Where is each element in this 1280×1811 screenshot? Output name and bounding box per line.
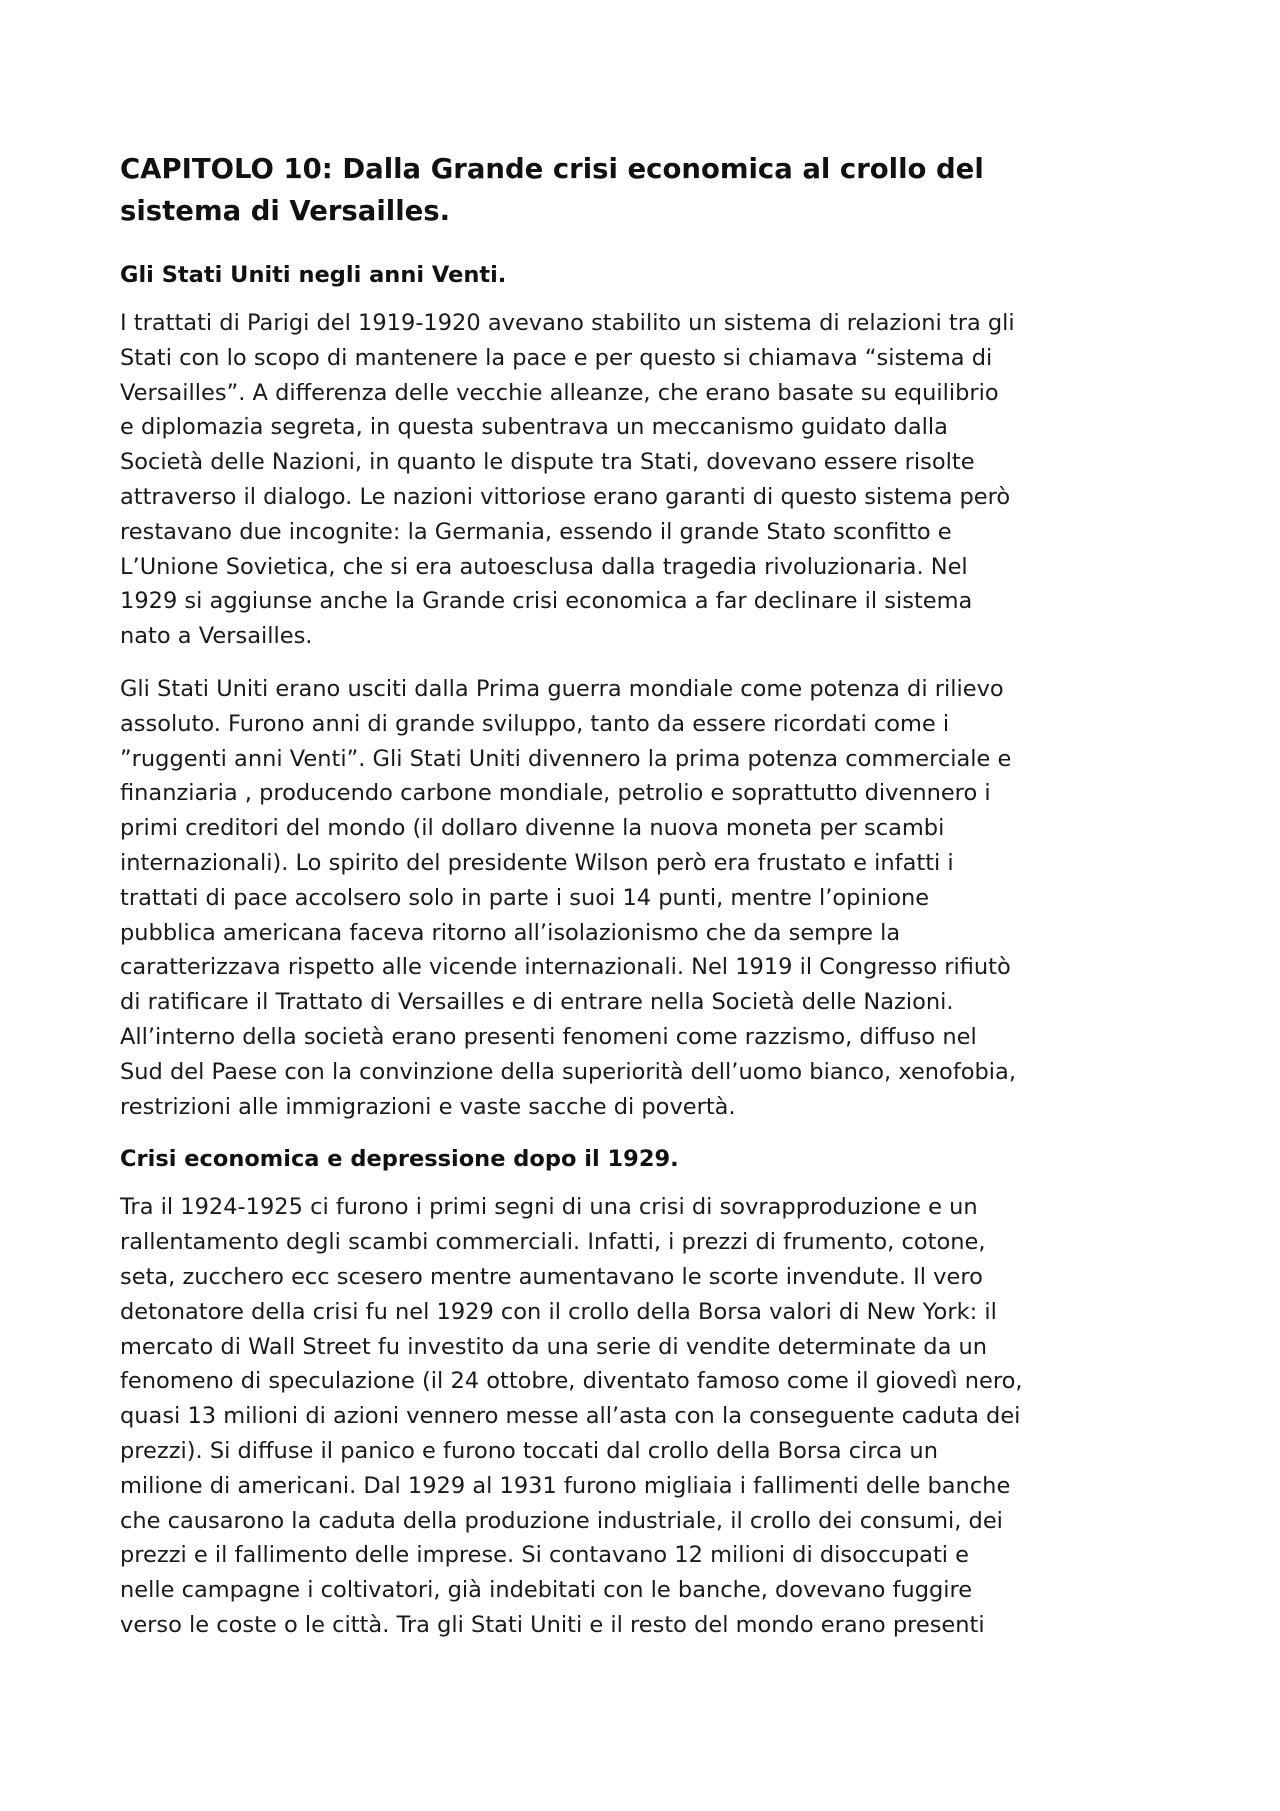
chapter-title: [120, 148, 1170, 232]
paragraph-line: I trattati di Parigi del 1919-1920 avevano stabilito un sistema di relazioni tra gli: [120, 310, 1015, 336]
paragraph-line: milione di americani. Dal 1929 al 1931 furono migliaia i fallimenti delle banche: [120, 1472, 1011, 1499]
paragraph-line: internazionali). Lo spirito del presidente Wilson però era frustato e infatti i: [120, 849, 954, 876]
paragraph-line: Sud del Paese con la convinzione della superiorità dell’uomo bianco, xenofobia,: [120, 1058, 1016, 1085]
paragraph-line: che causarono la caduta della produzione industriale, il crollo dei consumi, dei: [120, 1507, 1003, 1534]
paragraph-line: rallentamento degli scambi commerciali. Infatti, i prezzi di frumento, cotone,: [120, 1229, 986, 1256]
paragraph-line: Tra il 1924-1925 ci furono i primi segni di una crisi di sovrapproduzione e un: [120, 1194, 978, 1221]
paragraph-line: L’Unione Sovietica, che si era autoesclusa dalla tragedia rivoluzionaria. Nel: [120, 553, 968, 580]
paragraph-line: assoluto. Furono anni di grande sviluppo, tanto da essere ricordati come i: [120, 710, 950, 737]
paragraph-2: [120, 672, 1170, 1124]
paragraph-line: caratterizzava rispetto alle vicende internazionali. Nel 1919 il Congresso rifiutò: [120, 954, 1011, 981]
paragraph-line: detonatore della crisi fu nel 1929 con il crollo della Borsa valori di New York: il: [120, 1298, 997, 1325]
paragraph-line: mercato di Wall Street fu investito da una serie di vendite determinate da un: [120, 1333, 988, 1360]
paragraph-line: ”ruggenti anni Venti”. Gli Stati Uniti divennero la prima potenza commerciale e: [120, 745, 1012, 772]
paragraph-line: seta, zucchero ecc scesero mentre aumentavano le scorte invendute. Il vero: [120, 1263, 983, 1290]
paragraph-line: fenomeno di speculazione (il 24 ottobre, diventato famoso come il giovedì nero,: [120, 1368, 1023, 1395]
paragraph-1: [120, 306, 1170, 654]
paragraph-line: di ratificare il Trattato di Versailles e di entrare nella Società delle Nazioni.: [120, 989, 954, 1016]
paragraph-line: verso le coste o le città. Tra gli Stati Uniti e il resto del mondo erano presenti: [120, 1611, 985, 1638]
paragraph-line: restavano due incognite: la Germania, essendo il grande Stato sconfitto e: [120, 518, 952, 545]
paragraph-line: nato a Versailles.: [120, 623, 313, 650]
paragraph-line: prezzi e il fallimento delle imprese. Si contavano 12 milioni di disoccupati e: [120, 1542, 970, 1569]
chapter-title-line: sistema di Versailles.: [120, 195, 451, 227]
paragraph-line: Stati con lo scopo di mantenere la pace e per questo si chiamava “sistema di: [120, 344, 993, 371]
paragraph-line: e diplomazia segreta, in questa subentrava un meccanismo guidato dalla: [120, 414, 948, 441]
paragraph-line: quasi 13 milioni di azioni vennero messe all’asta con la conseguente caduta dei: [120, 1403, 1021, 1430]
paragraph-line: Società delle Nazioni, in quanto le dispute tra Stati, dovevano essere risolte: [120, 449, 975, 476]
paragraph-line: Gli Stati Uniti erano usciti dalla Prima guerra mondiale come potenza di rilievo: [120, 675, 1004, 702]
paragraph-line: attraverso il dialogo. Le nazioni vittoriose erano garanti di questo sistema però: [120, 483, 1011, 510]
paragraph-line: trattati di pace accolsero solo in parte i suoi 14 punti, mentre l’opinione: [120, 884, 930, 911]
paragraph-line: primi creditori del mondo (il dollaro divenne la nuova moneta per scambi: [120, 815, 945, 842]
paragraph-line: prezzi). Si diffuse il panico e furono toccati dal crollo della Borsa circa un: [120, 1437, 938, 1464]
paragraph-line: finanziaria , producendo carbone mondiale, petrolio e soprattutto divennero i: [120, 780, 991, 807]
paragraph-line: 1929 si aggiunse anche la Grande crisi economica a far declinare il sistema: [120, 588, 973, 615]
paragraph-line: Versailles”. A differenza delle vecchie alleanze, che erano basate su equilibrio: [120, 379, 999, 406]
document-body: [120, 148, 1170, 1661]
paragraph-line: pubblica americana faceva ritorno all’isolazionismo che da sempre la: [120, 919, 901, 946]
section-heading-stati-uniti: Gli Stati Uniti negli anni Venti.: [120, 262, 507, 288]
paragraph-line: restrizioni alle immigrazioni e vaste sacche di povertà.: [120, 1093, 736, 1120]
chapter-title-line: CAPITOLO 10: Dalla Grande crisi economica al crollo del: [120, 153, 984, 185]
paragraph-3: [120, 1190, 1170, 1642]
paragraph-line: nelle campagne i coltivatori, già indebitati con le banche, dovevano fuggire: [120, 1577, 973, 1604]
section-heading-crisi-economica: Crisi economica e depressione dopo il 1929.: [120, 1146, 679, 1173]
paragraph-line: All’interno della società erano presenti fenomeni come razzismo, diffuso nel: [120, 1023, 977, 1050]
